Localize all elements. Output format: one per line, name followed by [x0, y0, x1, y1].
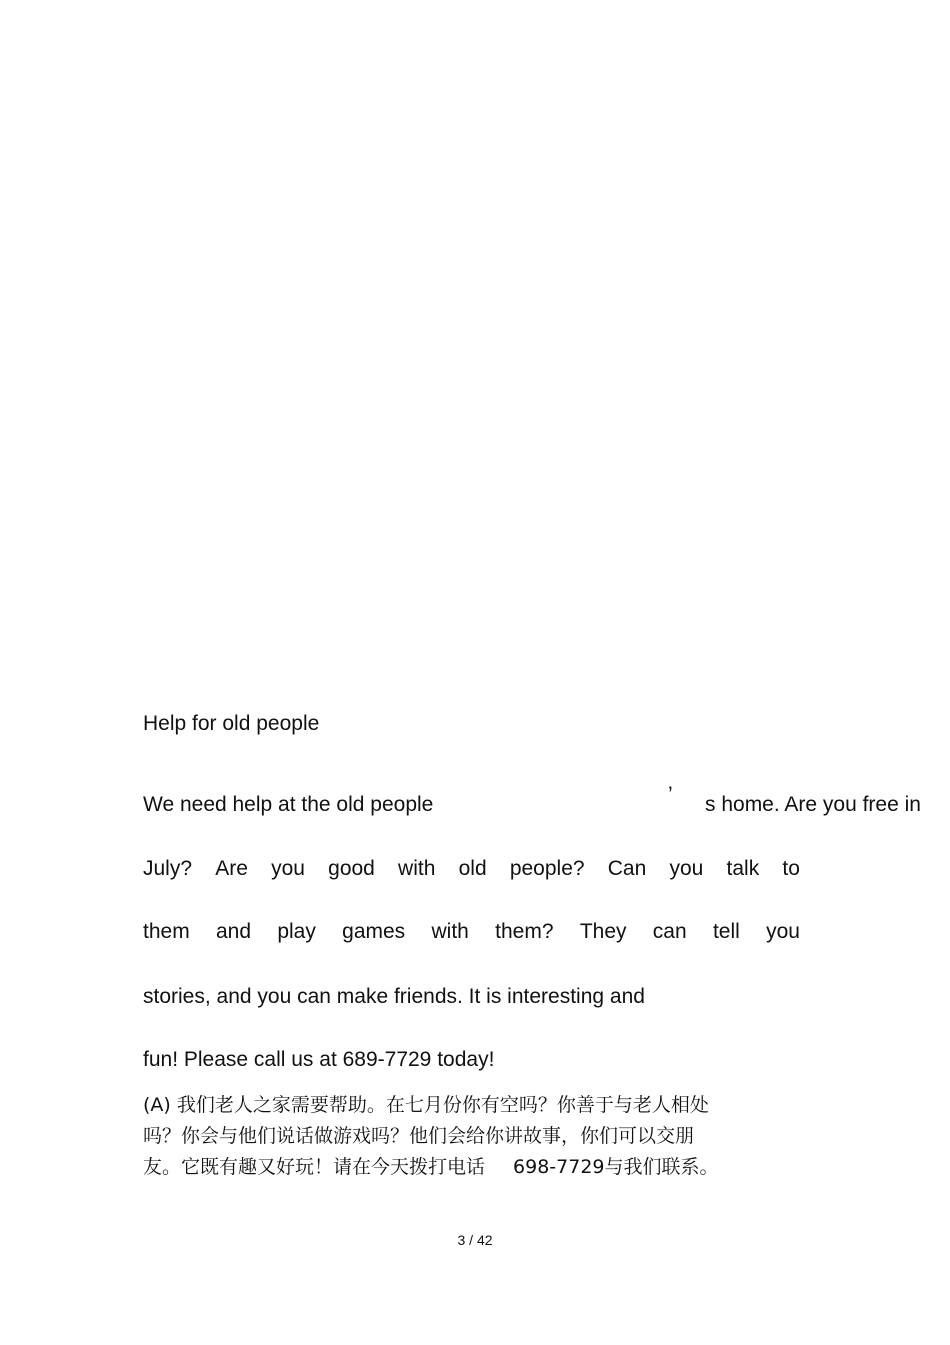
translation-line-1: (A) 我们老人之家需要帮助。在七月份你有空吗？你善于与老人相处: [143, 1094, 709, 1116]
passage-title: Help for old people: [143, 712, 320, 735]
word: them?: [495, 920, 554, 943]
paragraph-line-2: [143, 856, 800, 882]
word: with: [398, 857, 436, 880]
word: Are: [215, 857, 248, 880]
paragraph-line-4: stories, and you can make friends. It is interesting and: [143, 985, 645, 1008]
paragraph-line-3: [143, 919, 800, 945]
word: good: [328, 857, 375, 880]
translation-line-3-end: 698-7729与我们联系。: [513, 1156, 719, 1178]
word: play: [277, 920, 316, 943]
translation-line-3-start: 友。它既有趣又好玩！请在今天拨打电话: [143, 1156, 486, 1178]
word: you: [271, 857, 305, 880]
word: They: [579, 920, 627, 943]
paragraph-line-5: fun! Please call us at 689-7729 today!: [143, 1048, 495, 1071]
word: to: [782, 857, 800, 880]
paragraph-line-1-apostrophe: ’: [668, 783, 673, 806]
word: games: [342, 920, 406, 943]
word: July?: [143, 857, 193, 880]
word: with: [431, 920, 469, 943]
word: old: [458, 857, 487, 880]
word: and: [215, 920, 252, 943]
word: people?: [509, 857, 585, 880]
word: you: [766, 920, 800, 943]
paragraph-line-1-end: s home. Are you free in: [705, 793, 921, 816]
paragraph-line-1-start: We need help at the old people: [143, 793, 434, 816]
word: Can: [607, 857, 647, 880]
translation-line-3: [143, 1152, 719, 1183]
translation-line-2: 吗？你会与他们说话做游戏吗？他们会给你讲故事，你们可以交朋: [143, 1125, 695, 1147]
word: can: [652, 920, 687, 943]
word: you: [669, 857, 704, 880]
word: them: [143, 920, 190, 943]
word: tell: [712, 920, 740, 943]
page-number: 3 / 42: [457, 1232, 493, 1248]
word: talk: [726, 857, 760, 880]
